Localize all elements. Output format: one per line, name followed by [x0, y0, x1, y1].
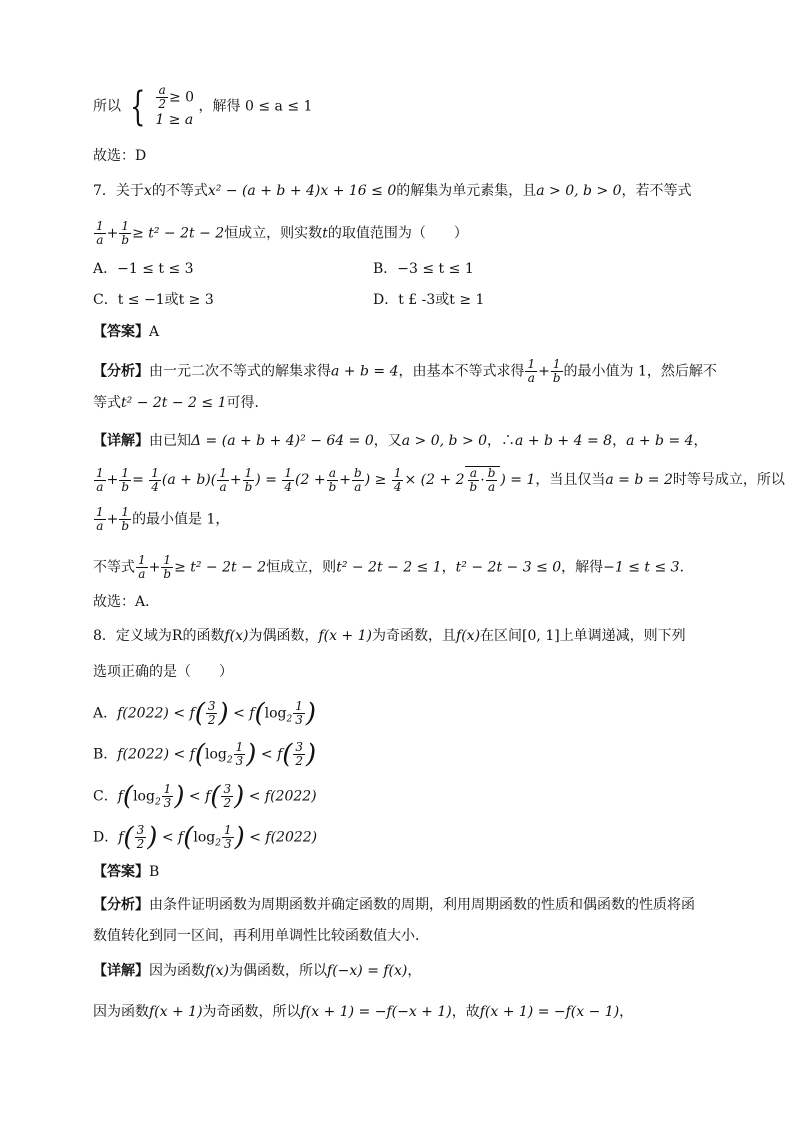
text-span: 恒成立，则实数 — [224, 225, 323, 242]
text-span: x — [143, 183, 152, 199]
text-span: t² − 2t − 2 ≤ 1 — [121, 395, 227, 411]
text-span: a — [354, 479, 362, 494]
text-span: log — [205, 746, 227, 763]
text-span: 由一元二次不等式的解集求得 — [149, 363, 331, 380]
system-rows — [155, 84, 194, 129]
text-span: 【详解】 — [93, 963, 149, 979]
text-span: 1 — [284, 465, 293, 480]
q7-detail — [93, 431, 708, 451]
text-span: < — [161, 829, 174, 846]
text-span: 【详解】 — [93, 433, 149, 449]
text-span: 2 — [158, 97, 166, 111]
text-span: Δ = (a + b + 4)² − 64 = 0 — [191, 433, 374, 449]
text-span: 1 — [96, 219, 104, 233]
text-span: 3 — [207, 699, 216, 713]
q8-analysis-2: 数值转化到同一区间，再利用单调性比较函数值大小． — [93, 928, 429, 944]
text-span: 1 — [96, 465, 104, 480]
text-span: 3 — [136, 823, 145, 837]
q8-option-d: D．f( $\frac{3}{2}$ ) < $f(\log_2$ $\frac{1}{3}$ ) < f(2022) — [93, 822, 318, 853]
text-span: 的解集为单元素集，且 — [396, 183, 537, 199]
text: 所以 — [93, 98, 121, 115]
text-span: 由已知 — [149, 433, 191, 449]
text-span: 的最小值为 1，然后解不 — [563, 363, 717, 380]
text-span: f(x + 1) = −f(−x + 1) — [300, 1004, 452, 1020]
text-span: f(x) — [456, 628, 481, 644]
q8-option-c: C．$f(\log_2$ $\frac{1}{3}$ ) < f( $\frac{3}{2}$ ) < f(2022) — [93, 781, 317, 812]
text-span: 7．关于 — [93, 183, 144, 199]
text-span: b — [469, 480, 478, 494]
q8-stem — [93, 626, 686, 646]
text-span: < — [248, 788, 261, 805]
text-span: 因为函数 — [93, 1004, 149, 1020]
text-span: f — [277, 746, 283, 763]
q8-answer — [93, 862, 159, 882]
text-span: 1 — [219, 465, 227, 480]
text-span: 4 — [393, 479, 402, 494]
text-span: f(2022) — [117, 705, 169, 722]
text-span: b — [244, 479, 253, 494]
brace: { — [130, 83, 146, 130]
text-span: 的最小值是 1， — [132, 511, 230, 528]
q7-analysis-2 — [93, 393, 268, 413]
text-span: x² − (a + b + 4)x + 16 ≤ 0 — [207, 183, 397, 199]
text-span: a + b = 4 — [626, 433, 694, 449]
text-span: f(x) — [224, 628, 249, 644]
text-span: 为奇函数，所以 — [202, 1004, 301, 1020]
text-span: a — [138, 567, 146, 581]
text-span: f(x) — [205, 963, 230, 979]
text-span: a — [487, 480, 496, 494]
text-span: a — [96, 233, 104, 247]
text-span: 1 — [223, 823, 232, 837]
text-span: a — [156, 84, 168, 98]
text-span: 1 — [295, 699, 303, 713]
text-span: f(x + 1) — [318, 628, 373, 644]
text-span: 的取值范围为（ ） — [327, 225, 468, 242]
text-span: ， — [619, 1004, 634, 1020]
text-span: a + b = 4 — [331, 363, 399, 380]
text-span: ) = — [255, 472, 277, 488]
text-span: 8．定义域为 — [93, 628, 172, 644]
text-span: 2 — [223, 796, 232, 810]
text-span: t² − 2t − 2 ≤ 1 — [336, 559, 442, 576]
text-span: 3 — [223, 837, 232, 851]
text-span: D． — [93, 829, 119, 846]
text-span: (a + b)( — [161, 472, 217, 488]
frac-a-2 — [156, 84, 168, 111]
text-span: B — [149, 864, 160, 880]
text-span: f — [178, 829, 184, 846]
text-span: t — [322, 225, 328, 242]
text-span: 1 — [551, 358, 563, 372]
text-span: 1 — [119, 467, 131, 481]
math: ≥ 0 — [169, 89, 195, 106]
text-span: log — [133, 788, 155, 805]
q7-detail-3: $\frac{1}{a}$ + $\frac{1}{b}$ 的最小值是 1， — [96, 505, 230, 533]
text-span: b — [354, 465, 362, 480]
text-span: −1 ≤ t ≤ 3 — [603, 559, 680, 576]
text-span: ≥ t² − 2t − 2 — [174, 559, 267, 576]
text-span: a — [527, 371, 535, 385]
text-span: R — [171, 628, 183, 644]
text-span: 1 — [163, 782, 172, 796]
text-span: 2 — [286, 714, 293, 725]
text-span: ，解得 — [561, 559, 604, 576]
text-span: 为偶函数，所以 — [229, 963, 328, 979]
q7-stem-2: $\frac{1}{a}$ + $\frac{1}{b}$ ≥ t² − 2t − 2恒成立，则实数t的取值范围为（ ） — [96, 219, 468, 247]
text-span: 等式 — [93, 395, 121, 411]
text-span: 的不等式 — [151, 183, 208, 199]
text-span: 1 — [161, 554, 173, 568]
q8-option-a: A．f(2022) < f( $\frac{3}{2}$ ) < $f(\log_2$ $\frac{1}{3}$ ) — [93, 698, 317, 729]
text-span: < — [260, 746, 273, 763]
text-span: B． — [93, 746, 118, 763]
line-system — [93, 84, 312, 129]
text-span: 【答案】 — [93, 324, 149, 340]
text-span: log — [264, 705, 287, 722]
text-span: b — [487, 466, 496, 480]
text-span: 1 — [243, 467, 255, 481]
text-span: a > 0, b > 0 — [536, 183, 622, 199]
text-span: ，故 — [451, 1004, 480, 1020]
text-span: f(−x) = f(x) — [327, 963, 408, 979]
text-span: 时等号成立，所以 — [672, 472, 785, 488]
text-span: (2 + — [295, 472, 326, 488]
text-span: f(x + 1) — [149, 1004, 203, 1020]
q7-option-d: D．t £ -3或t ≥ 1 — [373, 292, 485, 308]
text-span: 4 — [151, 479, 159, 494]
q7-detail-2: $\frac{1}{a}$ + $\frac{1}{b}$ = $\frac{1}{4}$ (a + b)( $\frac{1}{a}$ + $\frac{1}{b}$ ) = $\frac{1}{4}$ (2 + $\frac{a}{b}$ + $\frac{b}{a}$ ) ≥ $\frac{1}{4}$ × (2 + 2 $\frac{a}{b}$ · $\frac{b}{a}$ ) = 1，当且仅当a = b = 2时等号成立，所以 — [96, 465, 785, 494]
q7-analysis: 【分析】由一元二次不等式的解集求得a + b = 4，由基本不等式求得 $\frac{1}{a}$ + $\frac{1}{b}$ 的最小值为 1，然后解不 — [93, 357, 717, 385]
text-span: f(2022) — [265, 829, 318, 846]
text-span: 【分析】 — [93, 897, 149, 913]
text-span: f — [205, 788, 211, 805]
text-span: a > 0, b > 0 — [401, 433, 488, 449]
text-span: 在区间 — [480, 628, 523, 644]
text-span: ， — [693, 433, 708, 449]
text-span: 3 — [235, 754, 244, 768]
text-span: 1 — [393, 465, 402, 480]
q7-answer — [93, 322, 159, 342]
text: ，解得 0 ≤ a ≤ 1 — [198, 98, 313, 115]
text-span: 2 — [226, 755, 233, 766]
text-span: 1 — [527, 357, 536, 371]
text-span: f — [189, 746, 195, 763]
q8-stem-2: 选项正确的是（ ） — [93, 664, 233, 680]
text-span: 为偶函数， — [248, 628, 319, 644]
text-span: f(2022) — [117, 746, 170, 763]
text-span: ≥ t² − 2t − 2 — [132, 225, 225, 242]
text-span: a + b + 4 = 8 — [515, 433, 613, 449]
text-span: f — [249, 705, 255, 722]
q7-option-c: C．t ≤ −1或t ≥ 3 — [93, 292, 214, 308]
text-span: a — [219, 479, 227, 494]
text-span: log — [193, 829, 216, 846]
text-span: + — [339, 472, 352, 488]
text-span: f — [117, 788, 123, 805]
text-span: < — [173, 746, 186, 763]
q7-option-b: B．−3 ≤ t ≤ 1 — [373, 261, 474, 277]
text-span: 1 — [235, 740, 244, 754]
q8-analysis — [93, 895, 695, 915]
text-span: ，由基本不等式求得 — [398, 363, 525, 380]
text-span: 恒成立，则 — [266, 559, 337, 576]
text-span: < — [173, 705, 186, 722]
text-span: a — [327, 467, 339, 481]
text-span: 2 — [207, 713, 216, 727]
text-span: ，又 — [373, 433, 402, 449]
text-span: 1 — [96, 505, 104, 519]
text-span: 3 — [163, 796, 172, 810]
text-span: 由条件证明函数为周期函数并确定函数的周期，利用周期函数的性质和偶函数的性质将函 — [149, 897, 695, 913]
text-span: 【答案】 — [93, 864, 149, 880]
text-span: ， — [407, 963, 422, 979]
text-span: f — [189, 705, 195, 722]
text-span: [0, 1] — [522, 628, 560, 644]
text-span: 为奇函数，且 — [372, 628, 457, 644]
q7-detail-4: 不等式 $\frac{1}{a}$ + $\frac{1}{b}$ ≥ t² − 2t − 2恒成立，则t² − 2t − 2 ≤ 1，t² − 2t − 3 ≤ 0，解得−1 ≤ t ≤ 3． — [93, 553, 694, 581]
line-answer-d: 故选：D — [93, 148, 147, 164]
text-span: a — [96, 519, 104, 533]
text-span: 2 — [136, 837, 145, 851]
q7-final: 故选：A． — [93, 594, 160, 610]
text-span: 2 — [215, 838, 221, 849]
text-span: A． — [93, 705, 118, 722]
text-span: 1 — [151, 465, 159, 480]
text-span: 的函数 — [182, 628, 225, 644]
math: 1 ≥ a — [155, 112, 194, 128]
q7-stem — [93, 181, 692, 201]
text-span: < — [249, 829, 261, 846]
text-span: ，若不等式 — [621, 183, 692, 199]
q8-detail — [93, 961, 421, 981]
text-span: 2 — [295, 754, 304, 768]
text-span: b — [163, 567, 172, 581]
text-span: a — [96, 479, 104, 494]
text-span: ， — [612, 433, 627, 449]
text-span: < — [233, 705, 245, 722]
text-span: ， — [441, 559, 456, 576]
text-span: f(2022) — [264, 788, 317, 805]
text-span: C． — [93, 788, 118, 805]
text-span: ． — [679, 559, 694, 576]
text-span: 4 — [284, 479, 293, 494]
text-span: 3 — [295, 740, 304, 754]
text-span: b — [552, 371, 561, 385]
text-span: b — [328, 479, 337, 494]
text-span: b — [121, 479, 130, 494]
text-span: b — [121, 233, 130, 247]
text-span: ) ≥ — [364, 472, 387, 488]
text-span: 2 — [154, 797, 161, 808]
text-span: 3 — [223, 782, 232, 796]
text-span: 不等式 — [93, 559, 135, 576]
text-span: ) = 1 — [500, 472, 536, 488]
text-span: 因为函数 — [149, 963, 205, 979]
q7-option-a: A．−1 ≤ t ≤ 3 — [93, 261, 194, 277]
text-span: 3 — [295, 713, 303, 727]
q8-option-b: B．$f(2022) < f(\log_2$ $\frac{1}{3}$ ) < f( $\frac{3}{2}$ ) — [93, 739, 317, 770]
text-span: 1 — [138, 553, 146, 567]
text-span: < — [188, 788, 201, 805]
text-span: 1 — [119, 506, 131, 520]
text-span: 【分析】 — [93, 363, 149, 380]
text-span: f(x + 1) = −f(x − 1) — [479, 1004, 620, 1020]
text-span: ，当且仅当 — [535, 472, 606, 488]
text-span: × (2 + 2 — [404, 472, 465, 488]
text-span: a = b = 2 — [605, 472, 673, 488]
text-span: ，∴ — [487, 433, 516, 449]
text-span: a — [468, 467, 480, 481]
text-span: 上单调递减，则下列 — [559, 628, 686, 644]
q8-detail-2 — [93, 1002, 633, 1022]
text-span: f — [118, 829, 124, 846]
text-span: A — [149, 324, 160, 340]
text-span: b — [121, 519, 130, 533]
text-span: 1 — [119, 220, 131, 234]
text-span: 可得． — [226, 395, 269, 411]
text-span: t² − 2t − 3 ≤ 0 — [455, 559, 562, 576]
